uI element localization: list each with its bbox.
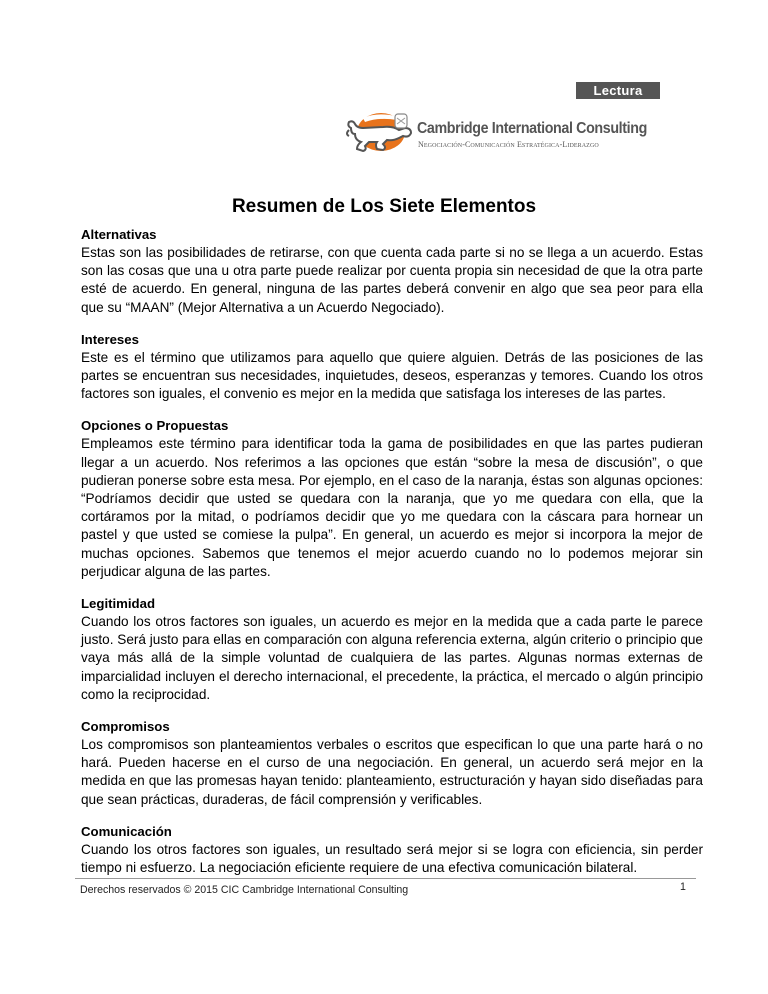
section-heading: Legitimidad [81,596,155,612]
lectura-badge: Lectura [576,82,660,99]
section-heading: Compromisos [81,719,170,735]
section-heading: Comunicación [81,823,172,839]
section-legitimidad [81,595,703,704]
footer-divider [75,878,696,879]
section-paragraph: Cuando los otros factores son iguales, un acuerdo es mejor en la medida que a cada parte le parece justo. Será justo para ellas en comparación con alguna referencia externa, algún criterio o principio que vaya más allá de la simple voluntad de cualquiera de las partes. Algunas normas externas de imparcialidad incluyen el derecho internacional, el precedente, la práctica, el mercado o algún principio como la reciprocidad. [81,614,703,702]
lion-emblem-icon [343,108,415,156]
section-paragraph: Los compromisos son planteamientos verbales o escritos que especifican lo que una parte hará o no hará. Pueden hacerse en el curso de una negociación. En general, un acuerdo será mejor en la medida en que las promesas hayan tenido: planteamiento, estructuración y hayan sido diseñadas para que sean prácticas, duraderas, de fácil comprensión y verificables. [81,737,703,807]
footer-copyright: Derechos reservados © 2015 CIC Cambridge International Consulting [80,884,409,896]
section-paragraph: Este es el término que utilizamos para aquello que quiere alguien. Detrás de las posiciones de las partes se encuentran sus necesidades, inquietudes, deseos, esperanzas y temores. Cuando los otros factores son iguales, el convenio es mejor en la medida que satisfaga los intereses de las partes. [81,349,703,402]
page-number: 1 [680,881,686,893]
section-compromisos [81,718,703,809]
section-heading: Alternativas [81,227,157,242]
company-tagline: Negociación-Comunicación Estratégica-Liderazgo [418,140,599,149]
company-name: Cambridge International Consulting [417,120,647,137]
company-logo [343,108,663,158]
section-comunicacion [81,823,703,877]
document-body [81,226,703,891]
section-opciones [81,417,703,581]
section-heading: Intereses [81,331,139,347]
section-paragraph: Estas son las posibilidades de retirarse, con que cuenta cada parte si no se llega a un acuerdo. Estas son las cosas que una u otra parte puede realizar por cuenta propia sin necesidad de que la otra parte esté de acuerdo. En general, ninguna de las partes deberá convenir en algo que sea peor para ella que su “MAAN” (Mejor Alternativa a un Acuerdo Negociado). [81,245,703,315]
section-intereses [81,331,703,404]
section-heading: Opciones o Propuestas [81,418,229,434]
section-paragraph: Empleamos este término para identificar toda la gama de posibilidades en que las partes pudieran llegar a un acuerdo. Nos referimos a las opciones que están “sobre la mesa de discusión”, o que pudieran ponerse sobre esta mesa. Por ejemplo, en el caso de la naranja, éstas son algunas opciones: “Podríamos decidir que usted se quedara con la naranja, que yo me quedara con ella, que la cortáramos por la mitad, o podríamos decidir que yo me quedara con la cáscara para hornear un pastel y que usted se comiese la pulpa”. En general, un acuerdo es mejor si incorpora la mejor de muchas opciones. Sabemos que tenemos el mejor acuerdo cuando no lo podemos mejorar sin perjudicar alguna de las partes. [81,436,703,579]
section-alternativas [81,226,703,317]
section-paragraph: Cuando los otros factores son iguales, un resultado será mejor si se logra con eficiencia, sin perder tiempo ni esfuerzo. La negociación eficiente requiere de una efectiva comunicación bilateral. [81,841,703,876]
document-title: Resumen de Los Siete Elementos [231,195,537,217]
